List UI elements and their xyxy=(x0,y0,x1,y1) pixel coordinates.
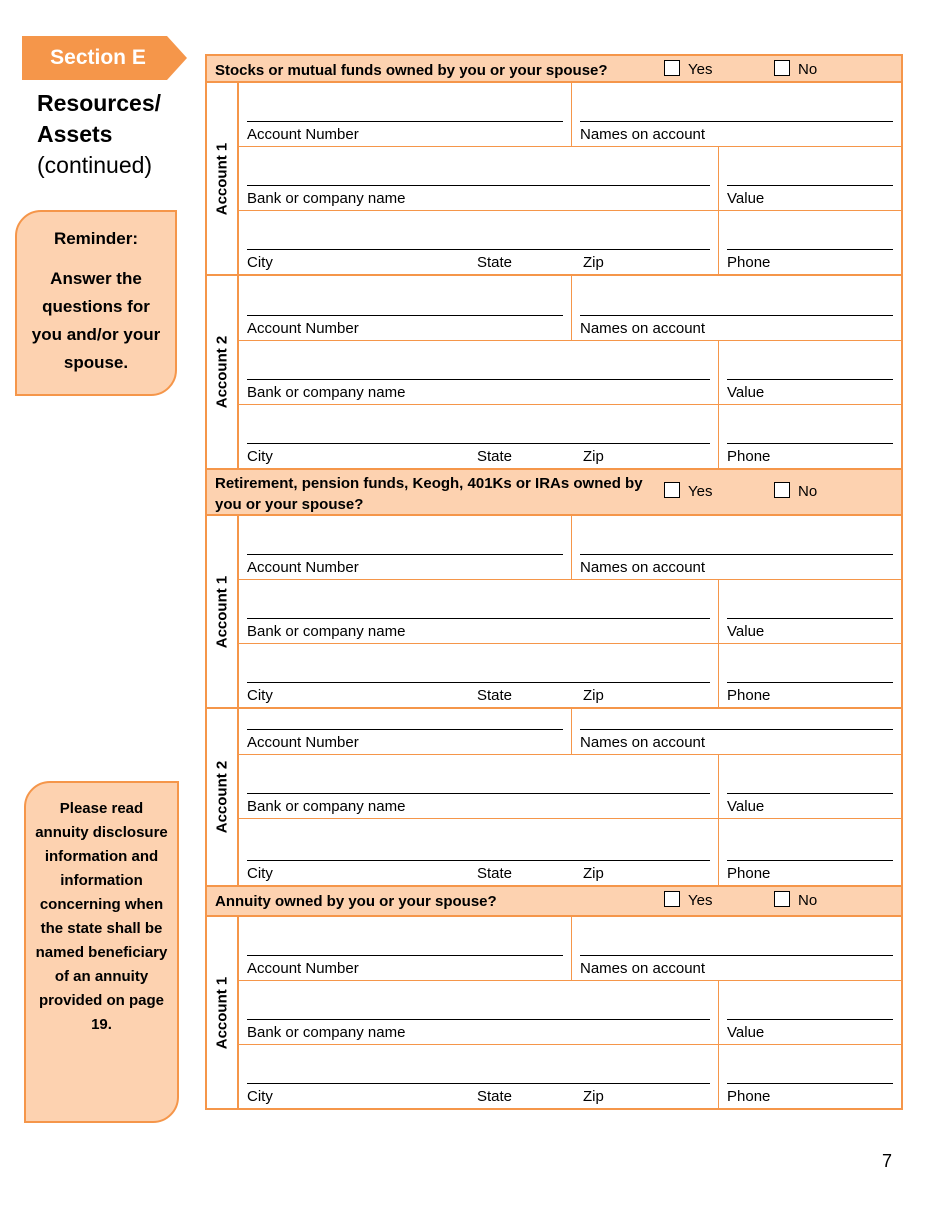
phone-field[interactable] xyxy=(727,682,893,683)
annuity-account-1 xyxy=(205,917,903,1110)
checkbox-icon[interactable] xyxy=(774,482,790,498)
value-field[interactable] xyxy=(727,618,893,619)
account-label: Account 1 xyxy=(207,83,239,274)
annuity-yes-checkbox[interactable] xyxy=(664,891,712,909)
bank-name-field[interactable] xyxy=(247,379,710,380)
retirement-account-2 xyxy=(205,709,903,887)
no-label: No xyxy=(798,483,818,500)
phone-field[interactable] xyxy=(727,1083,893,1084)
stocks-no-checkbox[interactable] xyxy=(774,60,817,78)
retirement-yes-checkbox[interactable] xyxy=(664,482,712,500)
names-on-account-field[interactable] xyxy=(580,121,893,122)
city-state-zip-field[interactable] xyxy=(247,682,710,683)
bank-name-field[interactable] xyxy=(247,1019,710,1020)
account-number-field[interactable] xyxy=(247,729,563,730)
phone-field[interactable] xyxy=(727,443,893,444)
section-tab xyxy=(22,36,187,80)
address-row: City State Zip Phone xyxy=(239,644,901,707)
retirement-question-text: Retirement, pension funds, Keogh, 401Ks or IRAs owned by you or your spouse? xyxy=(215,475,643,513)
stocks-yes-checkbox[interactable] xyxy=(664,60,712,78)
address-row: City State Zip Phone xyxy=(239,211,901,274)
value-field[interactable] xyxy=(727,793,893,794)
bank-name-field[interactable] xyxy=(247,185,710,186)
stocks-account-1 xyxy=(205,83,903,276)
account-row: Account Number Names on account xyxy=(239,516,901,580)
retirement-account-1 xyxy=(205,516,903,709)
annuity-question-bar xyxy=(205,887,903,917)
account-label: Account 1 xyxy=(207,917,239,1108)
names-on-account-field[interactable] xyxy=(580,729,893,730)
assets-form xyxy=(205,54,903,1110)
account-label: Account 2 xyxy=(207,276,239,468)
bank-row: Bank or company name Value xyxy=(239,580,901,644)
bank-row: Bank or company name Value xyxy=(239,981,901,1045)
checkbox-icon[interactable] xyxy=(664,891,680,907)
reminder-text: Answer the questions for you and/or your spouse. xyxy=(31,269,161,372)
city-state-zip-field[interactable] xyxy=(247,860,710,861)
account-number-field[interactable] xyxy=(247,955,563,956)
checkbox-icon[interactable] xyxy=(774,891,790,907)
account-row: Account Number Names on account xyxy=(239,83,901,147)
stocks-question-bar xyxy=(205,54,903,83)
retirement-no-checkbox[interactable] xyxy=(774,482,817,500)
stocks-question-text: Stocks or mutual funds owned by you or your spouse? xyxy=(215,62,608,79)
names-on-account-field[interactable] xyxy=(580,315,893,316)
retirement-question-bar xyxy=(205,470,903,516)
stocks-account-2 xyxy=(205,276,903,470)
address-row: City State Zip Phone xyxy=(239,1045,901,1108)
annuity-note: Please read annuity disclosure information and information concerning when the state shall be named beneficiary of an annuity provided on page 19. xyxy=(24,781,179,1123)
yes-label: Yes xyxy=(688,61,713,78)
phone-field[interactable] xyxy=(727,860,893,861)
bank-row: Bank or company name Value xyxy=(239,341,901,405)
account-label: Account 2 xyxy=(207,709,239,885)
yes-label: Yes xyxy=(688,483,713,500)
section-title-sub: (continued) xyxy=(37,152,153,178)
value-field[interactable] xyxy=(727,185,893,186)
bank-name-field[interactable] xyxy=(247,618,710,619)
account-number-field[interactable] xyxy=(247,554,563,555)
no-label: No xyxy=(798,61,818,78)
bank-row: Bank or company name Value xyxy=(239,755,901,819)
account-row: Account Number Names on account xyxy=(239,709,901,755)
checkbox-icon[interactable] xyxy=(664,60,680,76)
bank-name-field[interactable] xyxy=(247,793,710,794)
reminder-title: Reminder: xyxy=(53,229,139,248)
value-field[interactable] xyxy=(727,379,893,380)
checkbox-icon[interactable] xyxy=(664,482,680,498)
section-title-line2: Assets xyxy=(37,121,113,147)
checkbox-icon[interactable] xyxy=(774,60,790,76)
names-on-account-field[interactable] xyxy=(580,554,893,555)
section-title-line1: Resources/ xyxy=(37,90,162,116)
yes-label: Yes xyxy=(688,892,713,909)
no-label: No xyxy=(798,892,818,909)
annuity-question-text: Annuity owned by you or your spouse? xyxy=(215,893,497,910)
city-state-zip-field[interactable] xyxy=(247,443,710,444)
account-label: Account 1 xyxy=(207,516,239,707)
names-on-account-field[interactable] xyxy=(580,955,893,956)
section-tab-label: Section E xyxy=(50,46,146,69)
bank-row: Bank or company name Value xyxy=(239,147,901,211)
annuity-no-checkbox[interactable] xyxy=(774,891,817,909)
phone-field[interactable] xyxy=(727,249,893,250)
address-row: City State Zip Phone xyxy=(239,819,901,885)
account-number-field[interactable] xyxy=(247,315,563,316)
account-row: Account Number Names on account xyxy=(239,276,901,341)
address-row: City State Zip Phone xyxy=(239,405,901,468)
section-title xyxy=(37,88,161,181)
city-state-zip-field[interactable] xyxy=(247,249,710,250)
account-number-field[interactable] xyxy=(247,121,563,122)
city-state-zip-field[interactable] xyxy=(247,1083,710,1084)
value-field[interactable] xyxy=(727,1019,893,1020)
page-number: 7 xyxy=(882,1151,893,1171)
reminder-box xyxy=(15,210,177,396)
account-row: Account Number Names on account xyxy=(239,917,901,981)
